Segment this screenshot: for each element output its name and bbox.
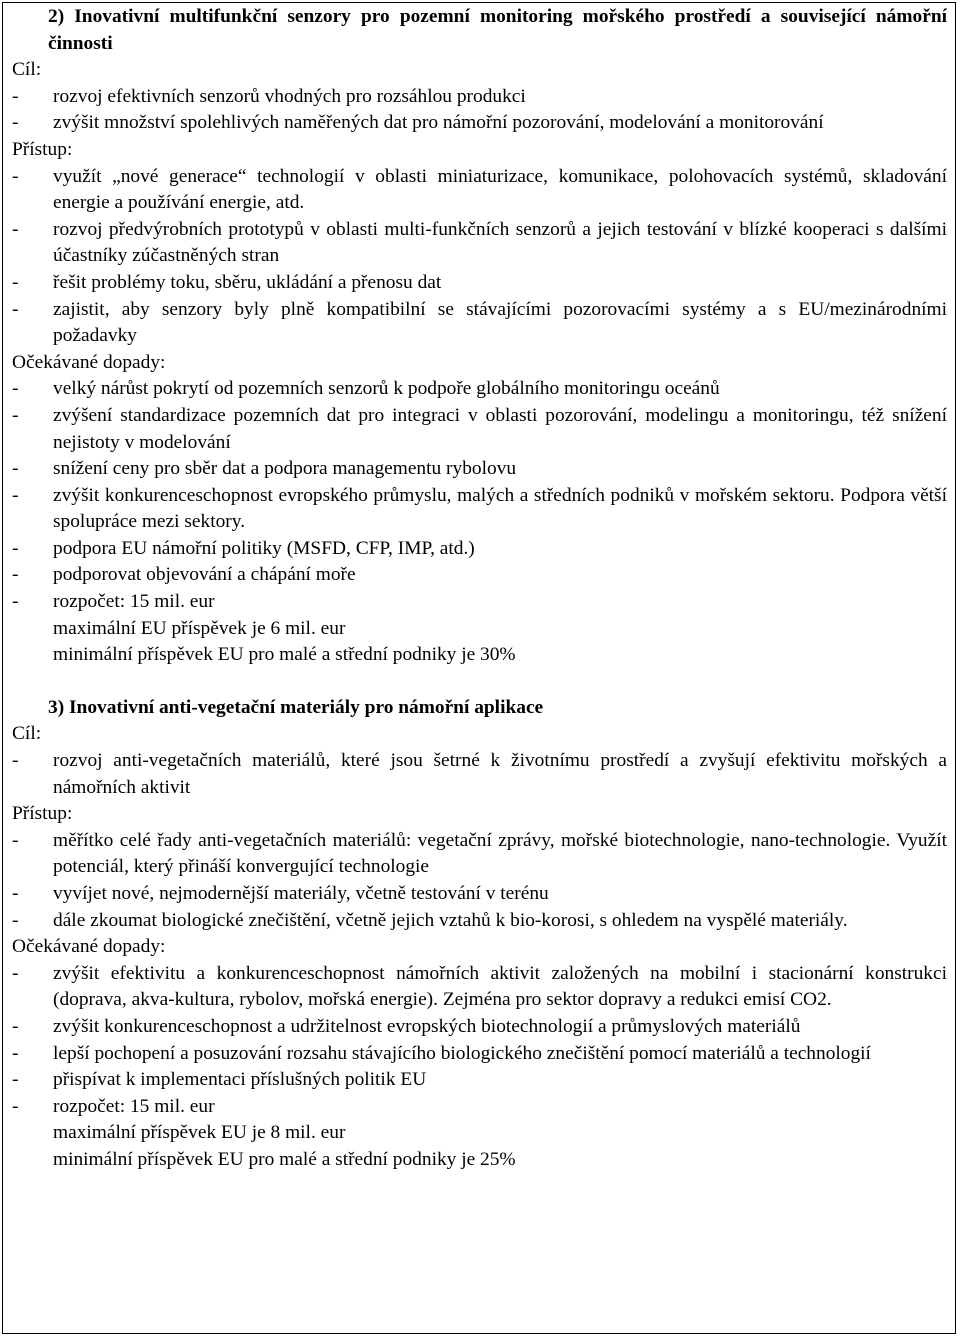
goal-label: Cíl: [12, 723, 42, 745]
list-item: - zvýšení standardizace pozemních dat pro integraci v oblasti pozorování, modelingu a monitoringu, též snížení nejistoty v modelování [12, 404, 947, 453]
list-item: - zvýšit efektivitu a konkurenceschopnost námořních aktivit založených na mobilní i stacionární konstrukci (doprava, akva-kultura, rybolov, mořská energie). Zejména pro sektor dopravy a redukci emisí CO2. [12, 962, 947, 1011]
max-contribution: maximální EU příspěvek je 6 mil. eur [53, 617, 346, 639]
approach-label: Přístup: [12, 803, 73, 825]
list-item: - podporovat objevování a chápání moře [12, 564, 356, 586]
list-item: - měřítko celé řady anti-vegetačních materiálů: vegetační zprávy, mořské biotechnologie, nano-technologie. Využít potenciál, který přináší konvergující technologie [12, 829, 947, 878]
max-contribution: maximální příspěvek EU je 8 mil. eur [53, 1122, 346, 1144]
list-item: - rozvoj anti-vegetačních materiálů, které jsou šetrné k životnímu prostředí a zvyšují efektivitu mořských a námořních aktivit [12, 750, 947, 798]
section-2-heading: 2) Inovativní multifunkční senzory pro pozemní monitoring mořského prostředí a související námořní činnosti [48, 6, 947, 54]
approach-label: Přístup: [12, 138, 73, 160]
list-item: - rozvoj předvýrobních prototypů v oblasti multi-funkčních senzorů a jejich testování v blízké kooperaci s dalšími účastníky zúčastněných stran [12, 218, 947, 267]
list-item: - zvýšit množství spolehlivých naměřených dat pro námořní pozorování, modelování a monitorování [12, 112, 824, 134]
goal-label: Cíl: [12, 59, 42, 81]
impact-label: Očekávané dopady: [12, 936, 166, 958]
list-item: - dále zkoumat biologické znečištění, včetně jejich vztahů k bio-korosi, s ohledem na vyspělé materiály. [12, 909, 848, 931]
impact-label: Očekávané dopady: [12, 351, 166, 373]
list-item: - lepší pochopení a posuzování rozsahu stávajícího biologického znečištění pomocí materiálů a technologií [12, 1042, 871, 1064]
list-item: - zvýšit konkurenceschopnost evropského průmyslu, malých a středních podniků v mořském sektoru. Podpora větší spolupráce mezi sektory. [12, 484, 947, 533]
list-item: - podpora EU námořní politiky (MSFD, CFP, IMP, atd.) [12, 537, 475, 559]
list-item: - snížení ceny pro sběr dat a podpora managementu rybolovu [12, 458, 517, 480]
section-3-heading: 3) Inovativní anti-vegetační materiály pro námořní aplikace [48, 696, 544, 718]
min-contribution: minimální příspěvek EU pro malé a střední podniky je 25% [53, 1148, 516, 1170]
list-item: - velký nárůst pokrytí od pozemních senzorů k podpoře globálního monitoringu oceánů [12, 378, 720, 400]
list-item: - rozvoj efektivních senzorů vhodných pro rozsáhlou produkci [12, 85, 526, 107]
document-body [12, 4, 947, 1174]
min-contribution: minimální příspěvek EU pro malé a střední podniky je 30% [53, 644, 516, 666]
list-item: - řešit problémy toku, sběru, ukládání a přenosu dat [12, 271, 442, 293]
budget-item: - rozpočet: 15 mil. eur [12, 1095, 215, 1117]
list-item: - zvýšit konkurenceschopnost a udržitelnost evropských biotechnologií a průmyslových materiálů [12, 1015, 801, 1037]
budget-item: - rozpočet: 15 mil. eur [12, 591, 215, 613]
list-item: - vyvíjet nové, nejmodernější materiály, včetně testování v terénu [12, 883, 549, 904]
list-item: - využít „nové generace“ technologií v oblasti miniaturizace, komunikace, polohovacích systémů, skladování energie a používání energie, atd. [12, 165, 947, 214]
list-item: - zajistit, aby senzory byly plně kompatibilní se stávajícími pozorovacími systémy a s EU/mezinárodními požadavky [12, 298, 947, 347]
list-item: - přispívat k implementaci příslušných politik EU [12, 1069, 427, 1091]
